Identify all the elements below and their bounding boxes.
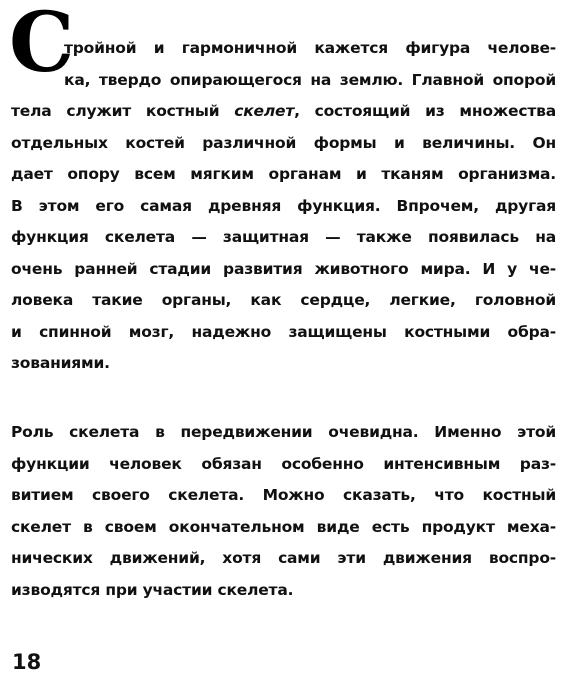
text-line: отдельных костей различной формы и величины. Он: [11, 133, 556, 152]
text-line: функция скелета — защитная — также появилась на: [11, 228, 556, 246]
text-fragment: , состоящий из множества: [294, 102, 557, 120]
text-line: изводятся при участии скелета.: [11, 580, 294, 599]
text-line: дает опору всем мягким органам и тканям организма.: [11, 165, 556, 183]
text-line: очень ранней стадии развития животного мира. И у че-: [11, 259, 556, 278]
text-line: нических движений, хотя сами эти движения воспро-: [11, 549, 556, 567]
text-line: Роль скелета в передвижении очевидна. Именно этой: [11, 423, 556, 441]
text-line: скелет в своем окончательном виде есть продукт меха-: [11, 517, 556, 536]
drop-cap-letter: С: [9, 0, 75, 91]
text-line: ловека такие органы, как сердце, легкие, головной: [11, 291, 556, 309]
paragraph-skeleton-movement: [11, 417, 556, 606]
page-number: 18: [12, 650, 42, 674]
text-line: витием своего скелета. Можно сказать, что костный: [11, 486, 556, 504]
text-line: и спинной мозг, надежно защищены костными обра-: [11, 322, 556, 341]
text-line-with-term: [11, 96, 556, 128]
text-line: тройной и гармоничной кажется фигура челове-: [64, 39, 556, 57]
text-line: В этом его самая древняя функция. Впрочем, другая: [11, 196, 556, 215]
text-line: ка, твердо опирающегося на землю. Главной опорой: [64, 70, 556, 89]
paragraph-skeleton-support: [11, 33, 556, 380]
text-line: зованиями.: [11, 354, 110, 372]
emphasized-term: скелет: [234, 102, 295, 120]
text-line: функции человек обязан особенно интенсивным раз-: [11, 454, 556, 473]
text-fragment: тела служит костный: [11, 102, 235, 120]
